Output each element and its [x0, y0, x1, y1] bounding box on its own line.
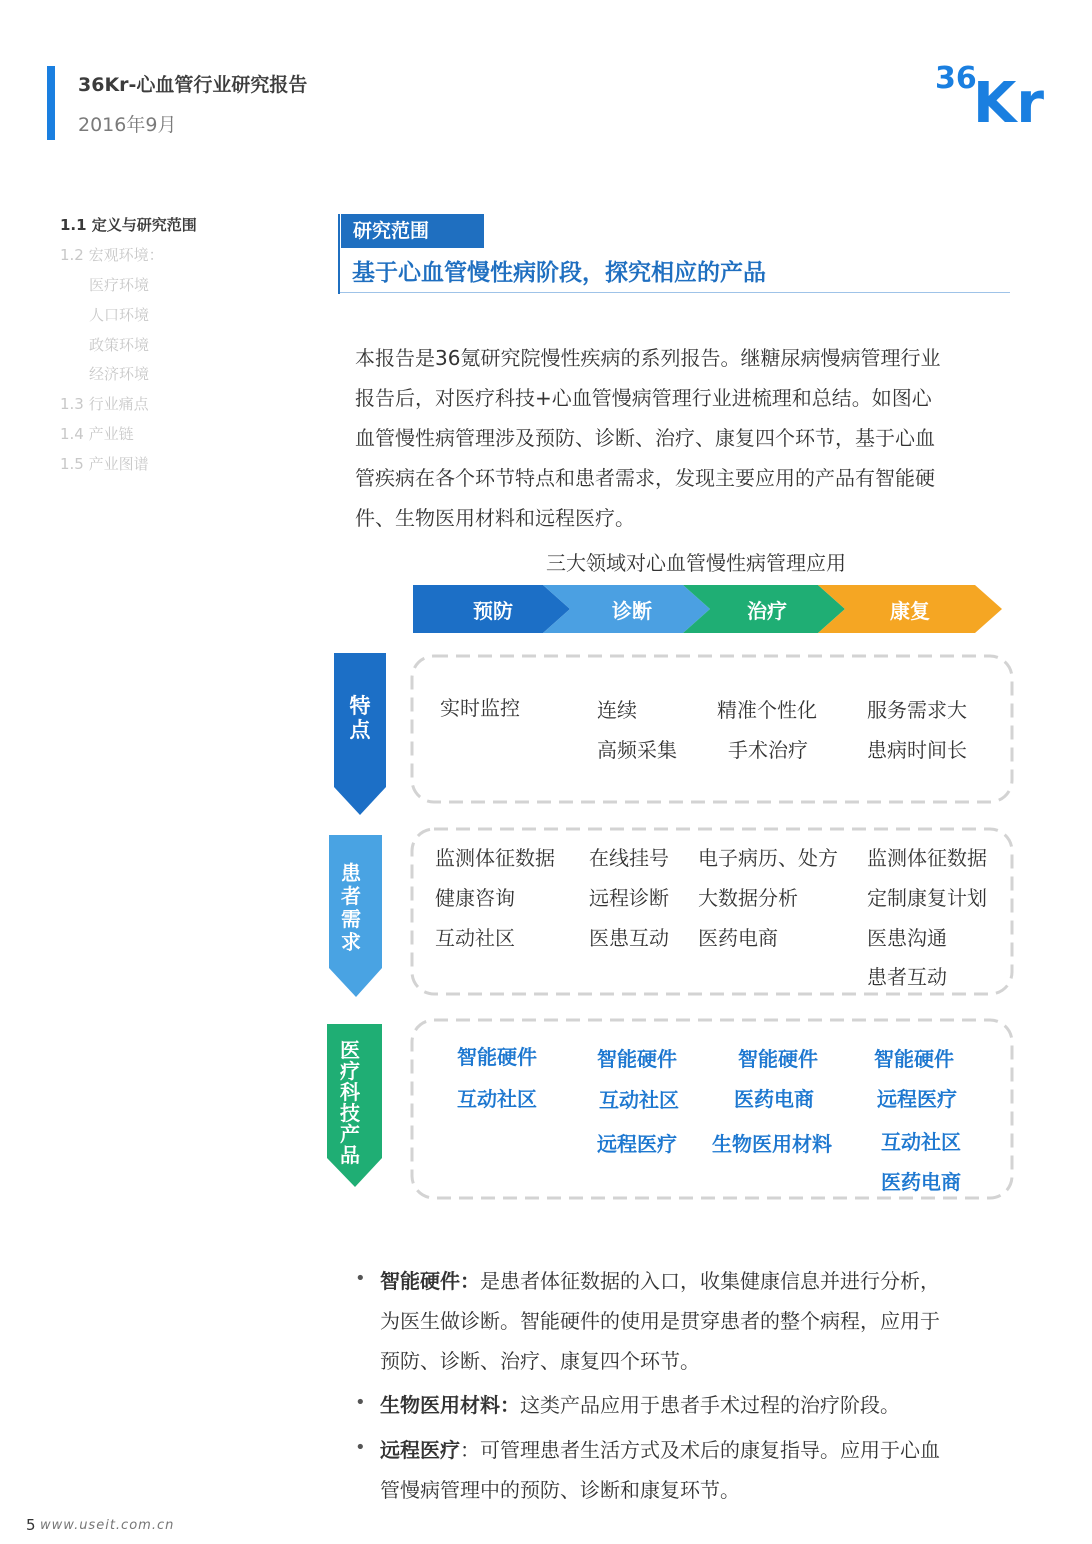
bullet-term: 智能硬件： — [380, 1269, 480, 1293]
svg-text:Kr: Kr — [973, 71, 1045, 126]
nav-item-policy-env[interactable]: 政策环境 — [89, 336, 150, 354]
need-cell: 监测体征数据 — [435, 846, 555, 870]
nav-item-industry-map[interactable]: 1.5 产业图谱 — [60, 455, 149, 473]
product-cell: 生物医用材料 — [712, 1132, 832, 1156]
product-cell: 医药电商 — [734, 1087, 814, 1111]
feature-cell: 手术治疗 — [728, 738, 808, 762]
need-cell: 医药电商 — [698, 926, 778, 950]
need-cell: 大数据分析 — [698, 886, 798, 910]
row-label-products: 医疗科技产品 — [340, 1038, 360, 1167]
product-cell: 智能硬件 — [597, 1047, 677, 1071]
product-cell: 互动社区 — [457, 1087, 537, 1111]
bullet-line — [380, 1265, 940, 1294]
need-cell: 远程诊断 — [589, 886, 669, 910]
feature-cell: 实时监控 — [440, 696, 520, 720]
feature-cell: 连续 — [597, 698, 637, 722]
feature-cell: 高频采集 — [597, 738, 677, 762]
need-cell: 医患互动 — [589, 926, 669, 950]
stage-label-diagnosis: 诊断 — [612, 599, 652, 623]
product-cell: 智能硬件 — [457, 1045, 537, 1069]
need-cell: 监测体征数据 — [867, 846, 987, 870]
bullet-line — [380, 1389, 900, 1418]
nav-item-economy-env[interactable]: 经济环境 — [89, 365, 150, 383]
bullet-icon: • — [355, 1268, 366, 1289]
page-number: 5 — [26, 1516, 36, 1534]
nav-item-industry-chain[interactable]: 1.4 产业链 — [60, 425, 134, 443]
nav-item-pain-points[interactable]: 1.3 行业痛点 — [60, 395, 149, 413]
stage-label-prevention: 预防 — [473, 599, 513, 623]
bullet-line — [380, 1434, 940, 1463]
report-title: 36Kr-心血管行业研究报告 — [78, 74, 308, 96]
need-cell: 患者互动 — [867, 965, 947, 989]
need-cell: 互动社区 — [435, 926, 515, 950]
feature-cell: 服务需求大 — [867, 698, 967, 722]
feature-cell: 患病时间长 — [867, 738, 967, 762]
bullet-line: 为医生做诊断。智能硬件的使用是贯穿患者的整个病程，应用于 — [380, 1309, 940, 1333]
need-cell: 在线挂号 — [589, 846, 669, 870]
bullet-text: 这类产品应用于患者手术过程的治疗阶段。 — [520, 1393, 900, 1417]
need-cell: 电子病历、处方 — [698, 846, 838, 870]
nav-item-macro[interactable]: 1.2 宏观环境： — [60, 246, 164, 264]
section-tag: 研究范围 — [341, 214, 484, 248]
intro-line: 报告后，对医疗科技+心血管慢病管理行业进梳理和总结。如图心 — [355, 386, 932, 410]
product-cell: 互动社区 — [599, 1088, 679, 1112]
report-date: 2016年9月 — [78, 114, 177, 136]
product-cell: 医药电商 — [881, 1170, 961, 1194]
section-headline: 基于心血管慢性病阶段，探究相应的产品 — [352, 260, 766, 286]
row-label-needs: 患者需求 — [341, 861, 361, 954]
intro-line: 件、生物医用材料和远程医疗。 — [355, 506, 635, 530]
product-cell: 远程医疗 — [877, 1087, 957, 1111]
bullet-text: 是患者体征数据的入口，收集健康信息并进行分析， — [480, 1269, 940, 1293]
intro-line: 本报告是36氪研究院慢性疾病的系列报告。继糖尿病慢病管理行业 — [355, 346, 941, 370]
feature-cell: 精准个性化 — [717, 698, 817, 722]
row-label-features: 特点 — [349, 694, 371, 742]
product-cell: 智能硬件 — [874, 1047, 954, 1071]
nav-item-population-env[interactable]: 人口环境 — [89, 306, 150, 324]
features-box — [412, 656, 1012, 802]
bullet-text: ：可管理患者生活方式及术后的康复指导。应用于心血 — [460, 1438, 940, 1462]
bullet-line: 预防、诊断、治疗、康复四个环节。 — [380, 1349, 700, 1373]
intro-line: 管疾病在各个环节特点和患者需求，发现主要应用的产品有智能硬 — [355, 466, 935, 490]
watermark: www.useit.com.cn — [40, 1518, 175, 1533]
intro-line: 血管慢性病管理涉及预防、诊断、治疗、康复四个环节，基于心血 — [355, 426, 935, 450]
diagram-title: 三大领域对心血管慢性病管理应用 — [546, 551, 846, 575]
product-cell: 远程医疗 — [597, 1132, 677, 1156]
need-cell: 健康咨询 — [435, 886, 515, 910]
bullet-icon: • — [355, 1437, 366, 1458]
need-cell: 定制康复计划 — [867, 886, 987, 910]
bullet-icon: • — [355, 1392, 366, 1413]
nav-item-definition[interactable]: 1.1 定义与研究范围 — [60, 216, 197, 234]
product-cell: 互动社区 — [881, 1130, 961, 1154]
bullet-term: 生物医用材料： — [380, 1393, 520, 1417]
bullet-term: 远程医疗 — [380, 1438, 460, 1462]
stage-label-treatment: 治疗 — [747, 599, 787, 623]
stage-label-recovery: 康复 — [890, 599, 930, 623]
nav-item-medical-env[interactable]: 医疗环境 — [89, 276, 150, 294]
bullet-line: 管慢病管理中的预防、诊断和康复环节。 — [380, 1478, 740, 1502]
svg-text:36: 36 — [935, 62, 977, 96]
need-cell: 医患沟通 — [867, 926, 947, 950]
product-cell: 智能硬件 — [738, 1047, 818, 1071]
